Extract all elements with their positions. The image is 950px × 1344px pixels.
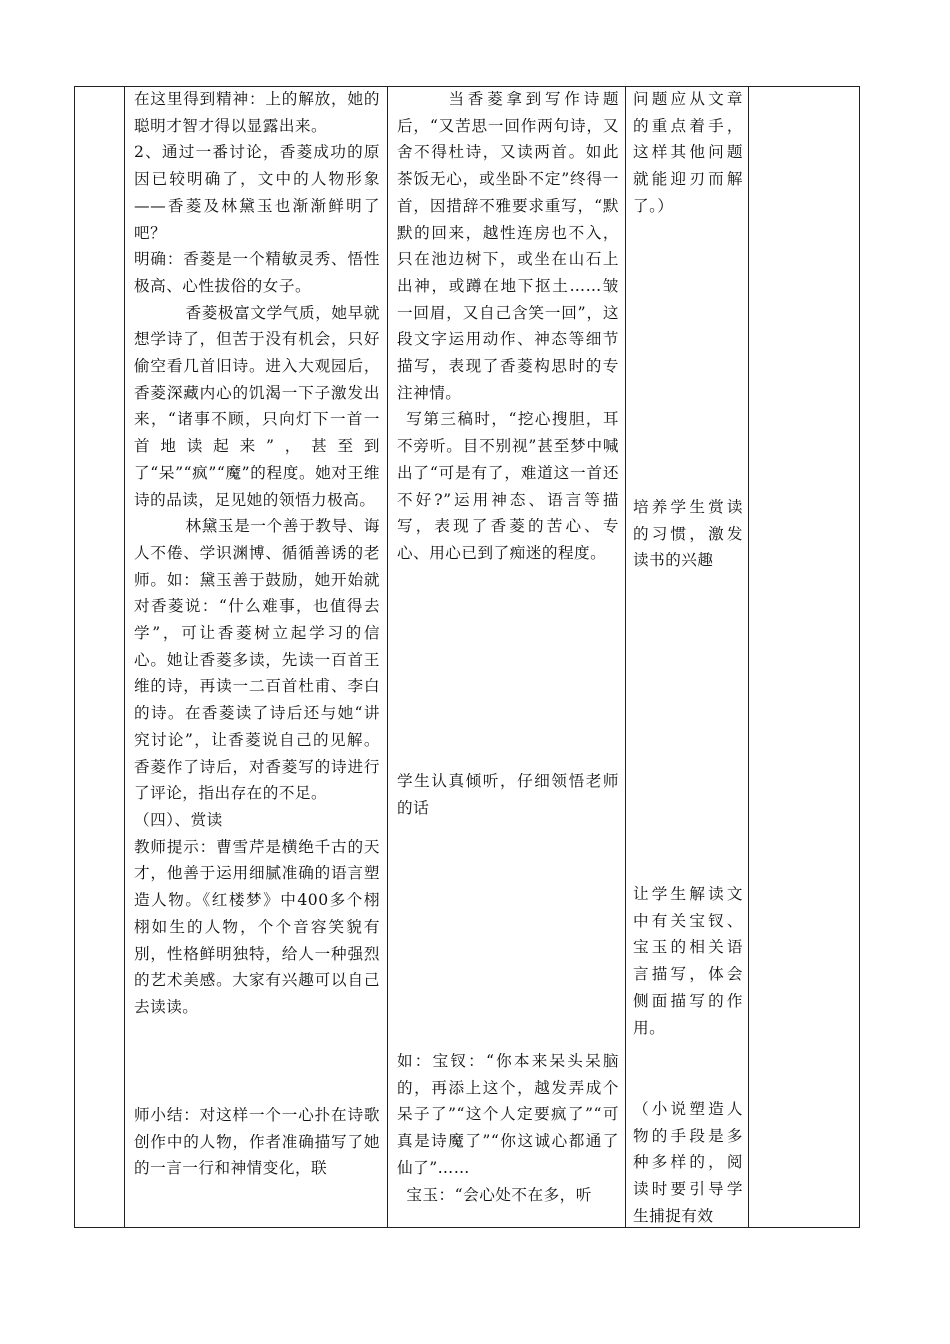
- note-1: 问题应从文章的重点着手，这样其他问题就能迎刃而解了。）: [633, 90, 743, 215]
- paragraph-7: 师小结：对这样一个一心扑在诗歌创作中的人物，作者准确描写了她的一言一行和神情变化，联: [134, 1106, 380, 1178]
- note-3: 让学生解读文中有关宝钗、宝玉的相关语言描写，体会侧面描写的作用。: [633, 885, 743, 1037]
- column-divider-1: [124, 86, 125, 1228]
- column-1-cell: [75, 86, 124, 1228]
- paragraph-5: 林黛玉是一个善于教导、诲人不倦、学识渊博、循循善诱的老师。如：黛玉善于鼓励，她开始就对香菱说：“什么难事，也值得去学”，可让香菱树立起学习的信心。她让香菱多读，先读一百首王维的诗，再读一二百首杜甫、李白的诗。在香菱读了诗后还与她“讲究讨论”，让香菱说自己的见解。香菱作了诗后，对香菱写的诗进行了评论，指出存在的不足。: [134, 517, 380, 803]
- section-heading: （四）、赏读: [134, 810, 223, 829]
- column-divider-2: [387, 86, 388, 1228]
- note-2: 培养学生赏读的习惯，激发读书的兴趣: [633, 498, 743, 570]
- paragraph-6: 教师提示：曹雪芹是横绝千古的天才，他善于运用细腻准确的语言塑造人物。《红楼梦》中400多个栩栩如生的人物，个个音容笑貌有別，性格鲜明独特，给人一种强烈的艺术美感。大家有兴趣可以自己去读读。: [134, 837, 380, 1016]
- paragraph-1: 在这里得到精神：上的解放，她的聪明才智才得以显露出来。: [134, 90, 380, 135]
- table-right-border: [859, 86, 860, 1228]
- paragraph-2: 2、通过一番讨论，香菱成功的原因已较明确了，文中的人物形象——香菱及林黛玉也渐渐鲜明了吧？: [134, 143, 380, 242]
- column-5-cell: [749, 86, 859, 1228]
- column-student-activity: [397, 86, 619, 1228]
- paragraph-5: 宝玉：“会心处不在多，听: [406, 1186, 592, 1204]
- paragraph-1: 当香菱拿到写作诗题后，“又苦思一回作两句诗，又舍不得杜诗，又读两首。如此茶饭无心，或坐卧不定”终得一首，因措辞不雅要求重写，“默默的回来，越性连房也不入，只在池边树下，或坐在山石上出神，或蹲在地下抠土……皱一回眉，又自己含笑一回”，这段文字运用动作、神态等细节描写，表现了香菱构思时的专注神情。: [397, 90, 619, 402]
- paragraph-4: 如：宝钗：“你本来呆头呆脑的，再添上这个，越发弄成个呆子了”“这个人定要疯了”“可真是诗魔了”“你这诚心都通了仙了”……: [397, 1052, 619, 1177]
- paragraph-3: 学生认真倾听，仔细领悟老师的话: [397, 772, 619, 817]
- paragraph-4: 香菱极富文学气质，她早就想学诗了，但苦于没有机会，只好偷空看几首旧诗。进入大观园后，香菱深藏内心的饥渴一下子激发出来，“诸事不顾，只向灯下一首一首地读起来”，甚至到了“呆”“疯”“魔”的程度。她对王维诗的品读，足见她的领悟力极高。: [134, 303, 380, 509]
- column-design-intent: [633, 86, 743, 1228]
- note-4: （小说塑造人物的手段是多种多样的，阅读时要引导学生捕捉有效: [633, 1100, 743, 1225]
- column-divider-3: [625, 86, 626, 1228]
- paragraph-3: 明确：香菱是一个精敏灵秀、悟性极高、心性拔俗的女子。: [134, 250, 380, 295]
- column-teacher-activity: [134, 86, 380, 1228]
- paragraph-2: 写第三稿时，“挖心搜胆，耳不旁听。目不别视”甚至梦中喊出了“可是有了，难道这一首还不好?”运用神态、语言等描写，表现了香菱的苦心、专心、用心已到了痴迷的程度。: [397, 410, 619, 562]
- lesson-plan-table: [74, 86, 860, 1228]
